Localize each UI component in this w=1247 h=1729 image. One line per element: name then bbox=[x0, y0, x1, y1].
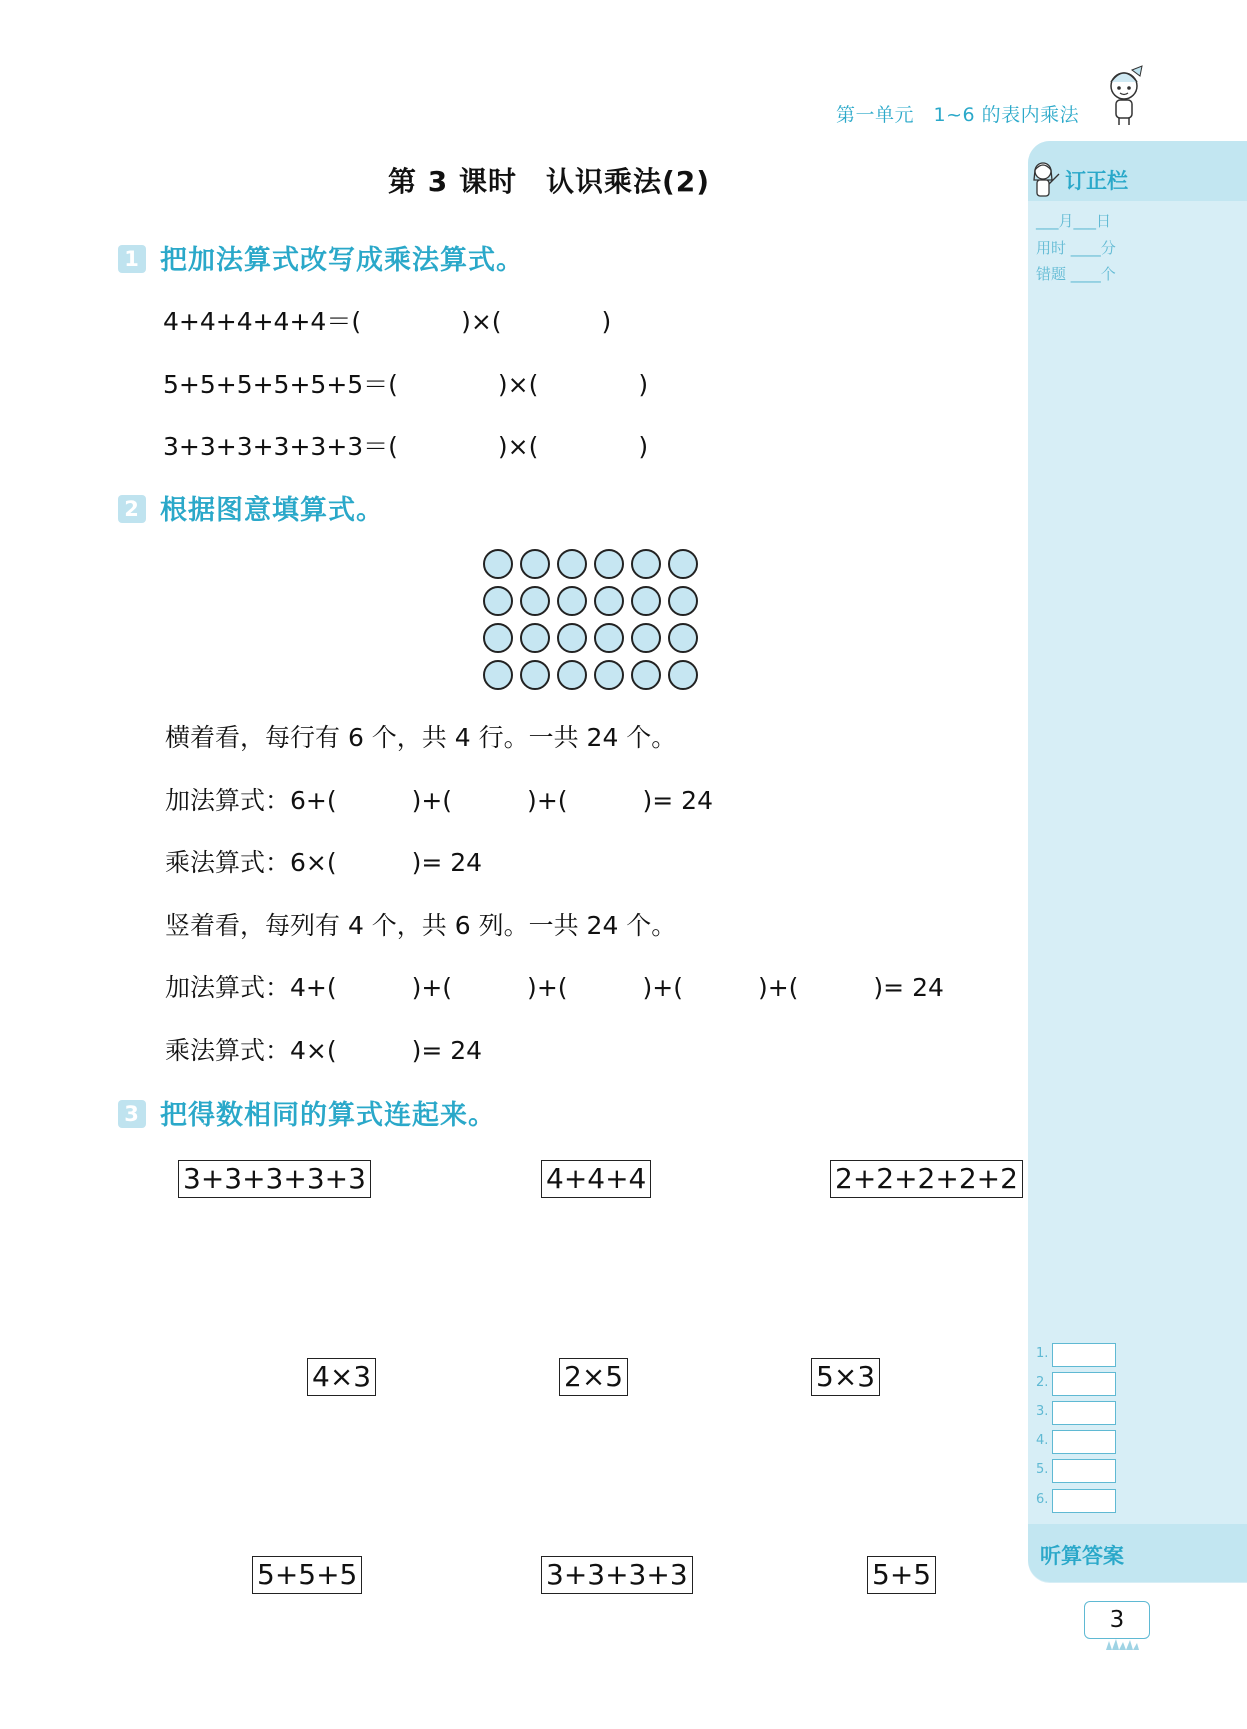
answer-box[interactable] bbox=[1052, 1430, 1116, 1454]
q1-prompt: 把加法算式改写成乘法算式。 bbox=[160, 245, 524, 276]
expression-box[interactable]: 4×3 bbox=[307, 1358, 376, 1396]
answer-box[interactable] bbox=[1052, 1401, 1116, 1425]
mascot-girl-icon bbox=[1102, 62, 1146, 126]
circle-dot bbox=[594, 660, 624, 690]
answer-row-label: 5. bbox=[1036, 1462, 1049, 1477]
circle-dot bbox=[668, 623, 698, 653]
circle-dot bbox=[483, 549, 513, 579]
answer-box[interactable] bbox=[1052, 1343, 1116, 1367]
circle-dot bbox=[520, 549, 550, 579]
answer-row bbox=[1036, 1433, 1048, 1448]
q2-line: 横着看，每行有 6 个，共 4 行。一共 24 个。 bbox=[165, 723, 677, 752]
circle-dot bbox=[520, 660, 550, 690]
expression-box[interactable]: 4+4+4 bbox=[541, 1160, 651, 1198]
errors-field: 错题 ____个 bbox=[1036, 265, 1116, 283]
expression-box[interactable]: 5+5 bbox=[867, 1556, 936, 1594]
q3-heading bbox=[118, 1093, 496, 1132]
answer-row-label: 6. bbox=[1036, 1492, 1049, 1507]
answer-box[interactable] bbox=[1052, 1489, 1116, 1513]
q2-line: 加法算式：6+( )+( )+( )= 24 bbox=[165, 786, 713, 815]
circle-dot bbox=[520, 623, 550, 653]
circle-dot bbox=[631, 549, 661, 579]
answer-box[interactable] bbox=[1052, 1372, 1116, 1396]
sidebar-title: 订正栏 bbox=[1065, 169, 1128, 193]
q2-line: 乘法算式：4×( )= 24 bbox=[165, 1036, 483, 1065]
circle-dot bbox=[668, 549, 698, 579]
circle-dot bbox=[631, 586, 661, 616]
circle-dot bbox=[594, 549, 624, 579]
answer-row-label: 4. bbox=[1036, 1433, 1049, 1448]
date-field: ___月___日 bbox=[1036, 212, 1112, 230]
answer-row bbox=[1036, 1346, 1048, 1361]
answer-row-label: 2. bbox=[1036, 1375, 1049, 1390]
q1-number-badge: 1 bbox=[118, 245, 146, 273]
page-number: 3 bbox=[1084, 1601, 1150, 1639]
circle-dot bbox=[520, 586, 550, 616]
expression-box[interactable]: 3+3+3+3 bbox=[541, 1556, 693, 1594]
expression-box[interactable]: 5+5+5 bbox=[252, 1556, 362, 1594]
circle-dot bbox=[483, 586, 513, 616]
q2-prompt: 根据图意填算式。 bbox=[160, 495, 384, 526]
lesson-title: 第 3 课时 认识乘法(2) bbox=[388, 165, 711, 198]
q2-heading bbox=[118, 488, 384, 527]
answer-row bbox=[1036, 1492, 1048, 1507]
answer-row bbox=[1036, 1375, 1048, 1390]
answer-row-label: 1. bbox=[1036, 1346, 1049, 1361]
circle-dot bbox=[557, 586, 587, 616]
expression-box[interactable]: 3+3+3+3+3 bbox=[178, 1160, 371, 1198]
q1-heading bbox=[118, 238, 524, 277]
circle-dot bbox=[557, 623, 587, 653]
q2-line: 加法算式：4+( )+( )+( )+( )+( )= 24 bbox=[165, 973, 944, 1002]
answer-row-label: 3. bbox=[1036, 1404, 1049, 1419]
circle-dot bbox=[631, 660, 661, 690]
answer-row bbox=[1036, 1462, 1048, 1477]
q1-line: 3+3+3+3+3+3＝( )×( ) bbox=[163, 432, 649, 461]
time-field: 用时 ____分 bbox=[1036, 239, 1116, 257]
answer-row bbox=[1036, 1404, 1048, 1419]
teacher-girl-icon bbox=[1030, 160, 1060, 200]
circle-dot bbox=[631, 623, 661, 653]
circle-dot bbox=[557, 660, 587, 690]
q3-number-badge: 3 bbox=[118, 1100, 146, 1128]
listen-answers-label: 听算答案 bbox=[1040, 1544, 1124, 1568]
circle-dot bbox=[483, 660, 513, 690]
expression-box[interactable]: 5×3 bbox=[811, 1358, 880, 1396]
circle-dot bbox=[668, 660, 698, 690]
sidebar-title-bar bbox=[1028, 141, 1247, 201]
circle-dot bbox=[594, 623, 624, 653]
q2-line: 竖着看，每列有 4 个，共 6 列。一共 24 个。 bbox=[165, 911, 677, 940]
q1-line: 4+4+4+4+4＝( )×( ) bbox=[163, 307, 612, 336]
q2-number-badge: 2 bbox=[118, 495, 146, 523]
circle-dot bbox=[483, 623, 513, 653]
circle-dot bbox=[594, 586, 624, 616]
unit-header: 第一单元 1~6 的表内乘法 bbox=[836, 104, 1080, 126]
grass-icon bbox=[1104, 1638, 1140, 1650]
q3-prompt: 把得数相同的算式连起来。 bbox=[160, 1100, 496, 1131]
expression-box[interactable]: 2×5 bbox=[559, 1358, 628, 1396]
answer-box[interactable] bbox=[1052, 1459, 1116, 1483]
circle-dot bbox=[557, 549, 587, 579]
q2-line: 乘法算式：6×( )= 24 bbox=[165, 848, 483, 877]
circle-dot bbox=[668, 586, 698, 616]
expression-box[interactable]: 2+2+2+2+2 bbox=[830, 1160, 1023, 1198]
q1-line: 5+5+5+5+5+5＝( )×( ) bbox=[163, 370, 649, 399]
